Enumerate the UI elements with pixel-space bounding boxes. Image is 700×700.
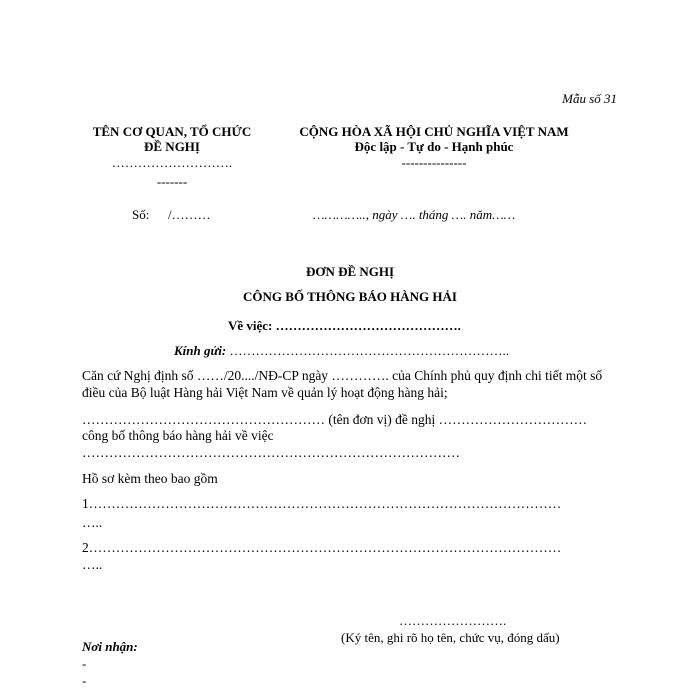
signature-dots: ……………………. (399, 613, 507, 628)
document-title: ĐƠN ĐỀ NGHỊ (305, 264, 395, 279)
attachment-item-2-continued: ….. (82, 557, 103, 572)
paragraph1-line2: điều của Bộ luật Hàng hải Việt Nam về quản lý hoạt động hàng hải; (82, 385, 448, 400)
header-left-line2: ĐỀ NGHỊ (144, 139, 200, 154)
header-left-dots: ………………………. (111, 155, 233, 170)
subject-label: Về việc: (228, 318, 273, 333)
header-left-line1: TÊN CƠ QUAN, TỔ CHỨC (92, 124, 252, 139)
document-subtitle: CÔNG BỐ THÔNG BÁO HÀNG HẢI (243, 289, 457, 304)
subject-line (228, 319, 461, 332)
recipient-dots: ……………………………………………………….. (229, 343, 509, 358)
number-value: /……… (168, 207, 211, 222)
form-number: Mẫu số 31 (562, 91, 617, 106)
number-label: Số: (132, 207, 150, 222)
date-line: ………….., ngày …. tháng …. năm…… (313, 207, 516, 222)
paragraph1-line1: Căn cứ Nghị định số ……/20..../NĐ-CP ngày …………. của Chính phủ quy định chi tiết một số (82, 368, 603, 383)
signature-caption: (Ký tên, ghi rõ họ tên, chức vụ, đóng dấu) (341, 630, 560, 645)
attachment-item-1: 1…………………………………………………………………………………………… (82, 496, 562, 511)
paragraph2-line2: công bố thông báo hàng hải về việc (82, 428, 274, 443)
recipient-label: Kính gửi: (174, 343, 227, 358)
attachment-item-1-continued: ….. (82, 515, 103, 530)
attachment-item-2: 2…………………………………………………………………………………………… (82, 540, 562, 555)
attachments-intro: Hồ sơ kèm theo bao gồm (82, 471, 218, 486)
recipients-item-2: - (82, 673, 87, 688)
header-right-line1: CỘNG HÒA XÃ HỘI CHỦ NGHĨA VIỆT NAM (299, 124, 569, 139)
recipients-item-1: - (82, 656, 87, 671)
paragraph2-line1: ……………………………………………… (tên đơn vị) đề nghị …………………………… (82, 412, 588, 427)
paragraph2-line3: ………………………………………………………………………… (82, 445, 460, 460)
recipients-label: Nơi nhận: (82, 639, 138, 654)
recipient-line (174, 344, 509, 357)
header-right-dashes: --------------- (401, 155, 467, 170)
header-right-line2: Độc lập - Tự do - Hạnh phúc (354, 139, 514, 154)
header-left-dashes: ------- (156, 174, 188, 189)
subject-dots: ……………………………………. (275, 318, 461, 333)
